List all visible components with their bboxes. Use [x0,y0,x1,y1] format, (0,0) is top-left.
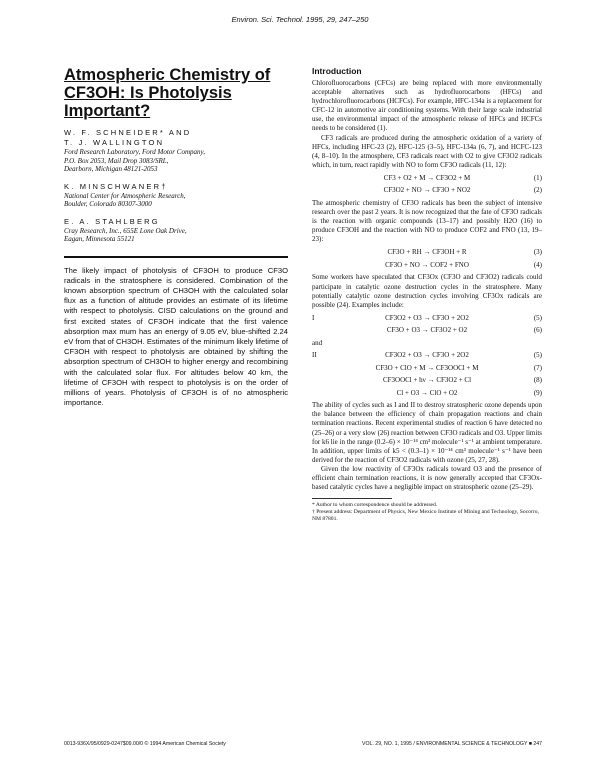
affil-line: Ford Research Laboratory, Ford Motor Company, [64,148,205,156]
author-block [64,128,288,244]
left-column [64,66,288,408]
equation-number: (7) [533,363,542,372]
equation-expression: CF3O + RH → CF3OH + R [387,248,467,257]
author-name: W. F. SCHNEIDER* AND [64,128,192,137]
equation [312,248,542,257]
affil-line: Eagan, Minnesota 55121 [64,235,135,243]
equation-number: (5) [533,313,542,322]
intro-paragraph: Some workers have speculated that CF3Ox (CF3O and CF3O2) radicals could participate in catalytic ozone destruction cycles in the stratosphere. Many potentially catalytic ozone destruction cycles involving CF3Ox radicals are possible (24). Examples include: [312,273,542,309]
intro-paragraph: The atmospheric chemistry of CF3O radicals has been the subject of intensive research over the past 2 years. It is now recognized that the fate of CF3O radicals is the reaction with organic compounds (13–17) and possibly H2O (16) to produce CF3OH and the reaction with NO to produce COF2 and FNO (13, 19–23): [312,198,542,244]
equation-number: (8) [533,376,542,385]
equation-number: (4) [533,260,542,269]
equation-expression: Cl + O3 → ClO + O2 [396,388,458,397]
abstract [64,266,288,409]
equation-expression: CF3O + ClO + M → CF3OOCl + M [375,363,479,372]
equation [312,186,542,195]
equation-number: (2) [533,186,542,195]
equation-number: (5) [533,351,542,360]
footer-journal-info: VOL. 29, NO. 1, 1995 / ENVIRONMENTAL SCIENCE & TECHNOLOGY ■ 247 [362,741,542,747]
equation-expression: CF3O + NO → COF2 + FNO [385,260,469,269]
equation [312,389,542,398]
equation [312,351,542,360]
affil-line: Boulder, Colorado 80307-3000 [64,200,152,208]
author-name: T. J. WALLINGTON [64,138,165,147]
affil-line: National Center for Atmospheric Research, [64,191,186,200]
equation-expression: CF3 + O2 + M → CF3O2 + M [383,173,471,182]
equation-number: (3) [533,248,542,257]
equation-expression: CF3O + O3 → CF3O2 + O2 [386,326,468,335]
footer-copyright: 0013-936X/95/0929-0247$09.00/0 © 1994 American Chemical Society [64,741,226,747]
running-head: Environ. Sci. Technol. 1995, 29, 247–250 [231,15,369,24]
intro-paragraph: Chlorofluorocarbons (CFCs) are being replaced with more environmentally acceptable alternatives such as hydrofluorocarbons (HFCs) and hydrochlorofluorocarbons (HCFCs). For example, HFC-134a is a replacement for CFC-12 in automotive air conditioning systems. With their large scale industrial use, the environmental impact of the atmospheric release of HFCs and HCFCs needs to be considered (1). [312,79,542,133]
footnote-rule [312,498,392,499]
footnote: † Present address: Department of Physics, New Mexico Institute of Mining and Technology, Socorro, NM 87801. [312,509,539,523]
intro-paragraph: Given the low reactivity of CF3Ox radicals toward O3 and the presence of efficient chain termination reactions, it is now generally accepted that CF3Ox-based catalytic cycles have a negligible impact on stratospheric ozone (25–29). [312,464,542,492]
abstract-rule [64,256,288,258]
equation [312,364,542,373]
and-text: and [312,338,323,347]
intro-paragraph: The ability of cycles such as I and II to destroy stratospheric ozone depends upon the balance between the efficiency of chain propagation reactions and chain termination reactions. Recent experimental studies of reaction 6 have detected no (25–26) or a very slow (26) reaction between CF3O radicals and O3. Upper limits for k6 lie in the range (0.2–6) × 10⁻¹⁴ cm³ molecule⁻¹ s⁻¹ at ambient temperature. In addition, upper limits of k5 < (0.3–1) × 10⁻¹⁴ cm³ molecule⁻¹ s⁻¹ have been derived for the reaction of CF3O2 radicals with ozone (25, 27, 28). [312,401,542,464]
equation [312,174,542,183]
cycle-label: II [312,351,317,360]
equation [312,314,542,323]
abstract-text: The likely impact of photolysis of CF3OH to produce CF3O radicals in the stratosphere is considered. Combination of the known absorption spectrum of CH3OH with the calculated solar flux as a function of altitude provides an estimate of its lifetime with respect to photolysis. CISD calculations on the ground and first excited states of CF3OH indicate that the first valence absorption max mum has an energy of 9.05 eV, blue-shifted 2.24 eV from that of CH3OH. Estimates of the minimum likely lifetime of CF3OH with respect to photolysis are obtained by shifting the absorption spectrum of CH3OH to higher energy and recombining with the calculated solar flux. For altitudes below 40 km, the lifetime of CF3OH with respect to photolysis is on the order of millions of years. Photolysis of CF3OH is of no atmospheric importance. [64,265,288,408]
author-name: E. A. STAHLBERG [64,216,160,226]
footnote: * Author to whom correspondence should be addressed. [312,502,438,509]
equation-expression: CF3O2 + O3 → CF3O + 2O2 [385,351,469,360]
equation-expression: CF3OOCl + hν → CF3O2 + Cl [382,376,472,385]
author-affiliation [64,148,288,174]
page-footer [64,741,542,747]
affil-line: P.O. Box 2053, Mail Drop 3083/SRL, [64,156,169,165]
affil-line: Dearborn, Michigan 48121-2053 [64,165,158,173]
right-column [312,66,542,523]
and-label [312,339,542,348]
equation [312,326,542,335]
author-name: K. MINSCHWANER† [64,181,168,191]
equation [312,376,542,385]
equation-expression: CF3O2 + NO → CF3O + NO2 [383,186,471,195]
equation-number: (1) [533,173,542,182]
author-affiliation [64,227,288,244]
cycle-label: I [312,313,315,322]
intro-paragraph: CF3 radicals are produced during the atmospheric oxidation of a variety of HFCs, including HFC-23 (2), HFC-125 (3–5), HFC-134a (6, 7), and HCFC-123 (4, 8–10). In the atmosphere, CF3 radicals react with O2 to give CF3O2 radicals which, in turn, react rapidly with NO to form CF3O radicals (11, 12): [312,133,542,169]
equation [312,261,542,270]
section-heading-introduction: Introduction [312,66,362,76]
affil-line: Cray Research, Inc., 655E Lone Oak Drive, [64,226,187,235]
article-title: Atmospheric Chemistry of CF3OH: Is Photolysis Important? [64,66,271,120]
equation-number: (6) [533,326,542,335]
equation-expression: CF3O2 + O3 → CF3O + 2O2 [385,313,469,322]
equation-number: (9) [533,388,542,397]
author-affiliation [64,192,288,209]
